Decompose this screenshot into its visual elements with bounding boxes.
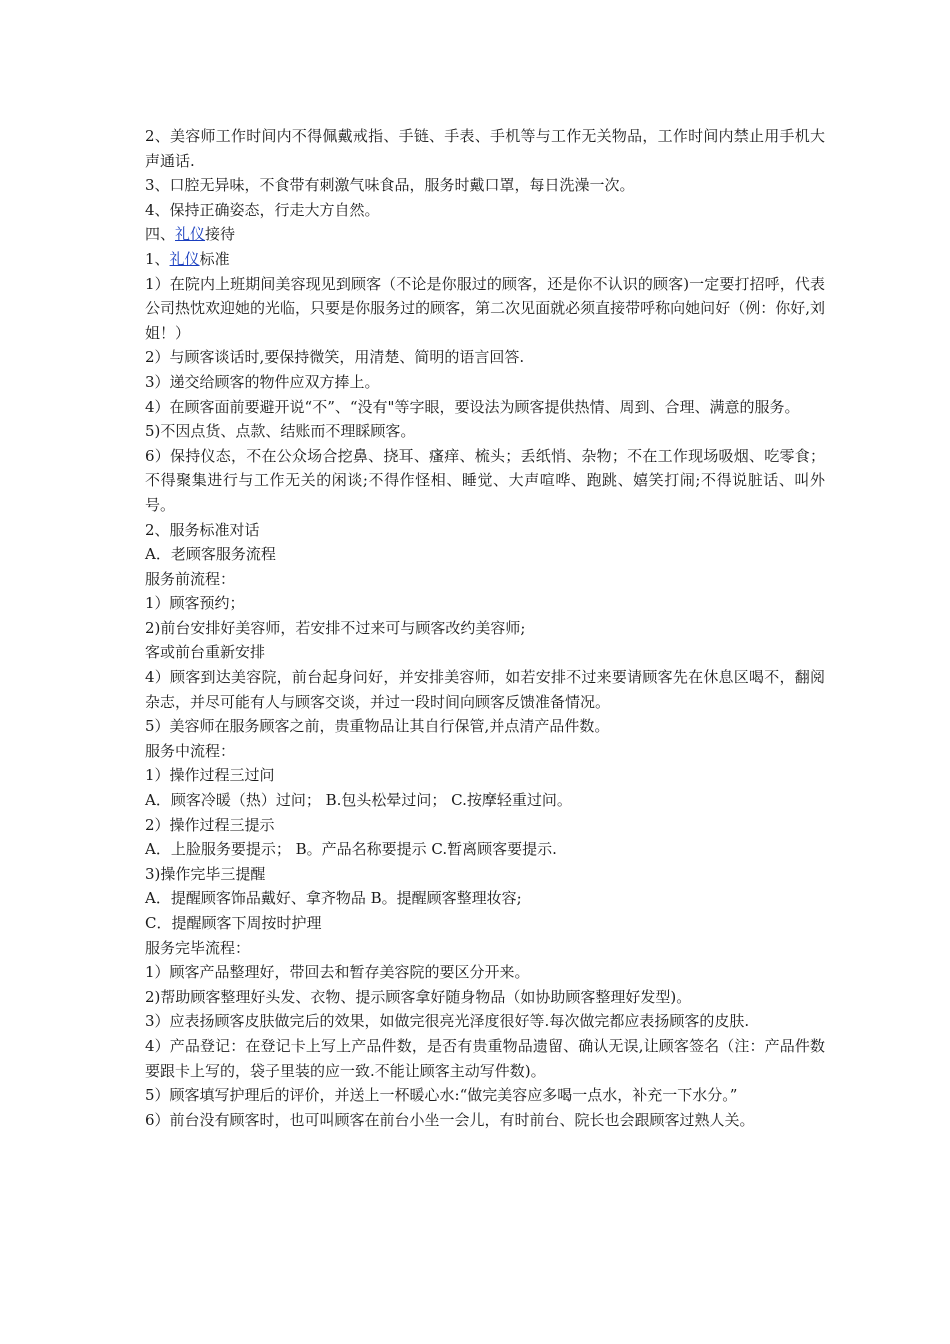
etiquette-link[interactable]: 礼仪 <box>169 249 200 268</box>
section-heading <box>145 222 825 247</box>
heading-suffix: 标准 <box>199 249 230 268</box>
paragraph: 1）顾客产品整理好，带回去和暂存美容院的要区分开来。 <box>145 963 530 982</box>
paragraph: 1）在院内上班期间美容现见到顾客（不论是你服过的顾客，还是你不认识的顾客)一定要打招呼，代表公司热忱欢迎她的光临，只要是你服务过的顾客，第二次见面就必须直接带呼称向她问好（例：你好,刘姐！） <box>145 274 825 342</box>
paragraph: 服务前流程： <box>145 569 236 588</box>
paragraph: 4、保持正确姿态，行走大方自然。 <box>145 200 380 219</box>
paragraph: 3、口腔无异味，不食带有刺激气味食品，服务时戴口罩，每日洗澡一次。 <box>145 176 635 195</box>
paragraph: 1）操作过程三过问 <box>145 766 275 785</box>
paragraph: 4）在顾客面前要避开说“不”、“没有"等字眼，要设法为顾客提供热情、周到、合理、满意的服务。 <box>145 397 800 416</box>
paragraph: A．提醒顾客饰品戴好、拿齐物品 B。提醒顾客整理妆容; <box>145 889 522 908</box>
heading-prefix: 四、 <box>145 225 176 244</box>
paragraph: 3）应表扬顾客皮肤做完后的效果，如做完很亮光泽度很好等.每次做完都应表扬顾客的皮肤. <box>145 1012 750 1031</box>
paragraph: 5）顾客填写护理后的评价，并送上一杯暖心水:“做完美容应多喝一点水，补充一下水分。” <box>145 1086 738 1105</box>
paragraph: 5）美容师在服务顾客之前，贵重物品让其自行保管,并点清产品件数。 <box>145 717 610 736</box>
paragraph: 4）产品登记：在登记卡上写上产品件数，是否有贵重物品遗留、确认无误,让顾客签名（注：产品件数要跟卡上写的，袋子里装的应一致.不能让顾客主动写件数)。 <box>145 1036 825 1080</box>
paragraph: 3）递交给顾客的物件应双方捧上。 <box>145 372 380 391</box>
paragraph: 6）保持仪态，不在公众场合挖鼻、挠耳、瘙痒、梳头；丢纸悄、杂物；不在工作现场吸烟、吃零食；不得聚集进行与工作无关的闲谈;不得作怪相、睡觉、大声喧哗、跑跳、嬉笑打闹;不得说脏话、叫外号。 <box>145 446 825 514</box>
paragraph: 3)操作完毕三提醒 <box>145 864 266 883</box>
paragraph: 6）前台没有顾客时，也可叫顾客在前台小坐一会儿，有时前台、院长也会跟顾客过熟人关。 <box>145 1110 755 1129</box>
paragraph: 服务中流程： <box>145 741 236 760</box>
sub-heading <box>145 247 825 272</box>
paragraph: C．提醒顾客下周按时护理 <box>145 914 322 932</box>
heading-suffix: 接待 <box>205 225 236 244</box>
paragraph: 1）顾客预约； <box>145 594 245 613</box>
heading-prefix: 1、 <box>145 249 170 268</box>
document-body <box>145 124 825 1132</box>
paragraph: 2)前台安排好美容师，若安排不过来可与顾客改约美容师; <box>145 618 526 637</box>
paragraph: 2）操作过程三提示 <box>145 815 275 834</box>
paragraph: A．老顾客服务流程 <box>145 545 276 564</box>
paragraph: 2）与顾客谈话时,要保持微笑，用清楚、简明的语言回答. <box>145 348 525 367</box>
paragraph: 服务完毕流程： <box>145 938 251 957</box>
paragraph: A．顾客冷暖（热）过问； B.包头松晕过问； C.按摩轻重过问。 <box>145 791 572 810</box>
paragraph: 5)不因点货、点款、结账而不理睬顾客。 <box>145 422 416 441</box>
paragraph: 2)帮助顾客整理好头发、衣物、提示顾客拿好随身物品（如协助顾客整理好发型)。 <box>145 987 692 1006</box>
paragraph: 2、美容师工作时间内不得佩戴戒指、手链、手表、手机等与工作无关物品，工作时间内禁止用手机大声通话. <box>145 127 825 170</box>
paragraph: 4）顾客到达美容院，前台起身问好，并安排美容师，如若安排不过来要请顾客先在休息区喝不，翻阅杂志，并尽可能有人与顾客交谈，并过一段时间向顾客反馈准备情况。 <box>145 668 825 711</box>
etiquette-link[interactable]: 礼仪 <box>175 225 206 244</box>
paragraph: 2、服务标准对话 <box>145 520 260 539</box>
paragraph: 客或前台重新安排 <box>145 643 266 662</box>
paragraph: A．上脸服务要提示； B。产品名称要提示 C.暂离顾客要提示. <box>145 840 557 859</box>
